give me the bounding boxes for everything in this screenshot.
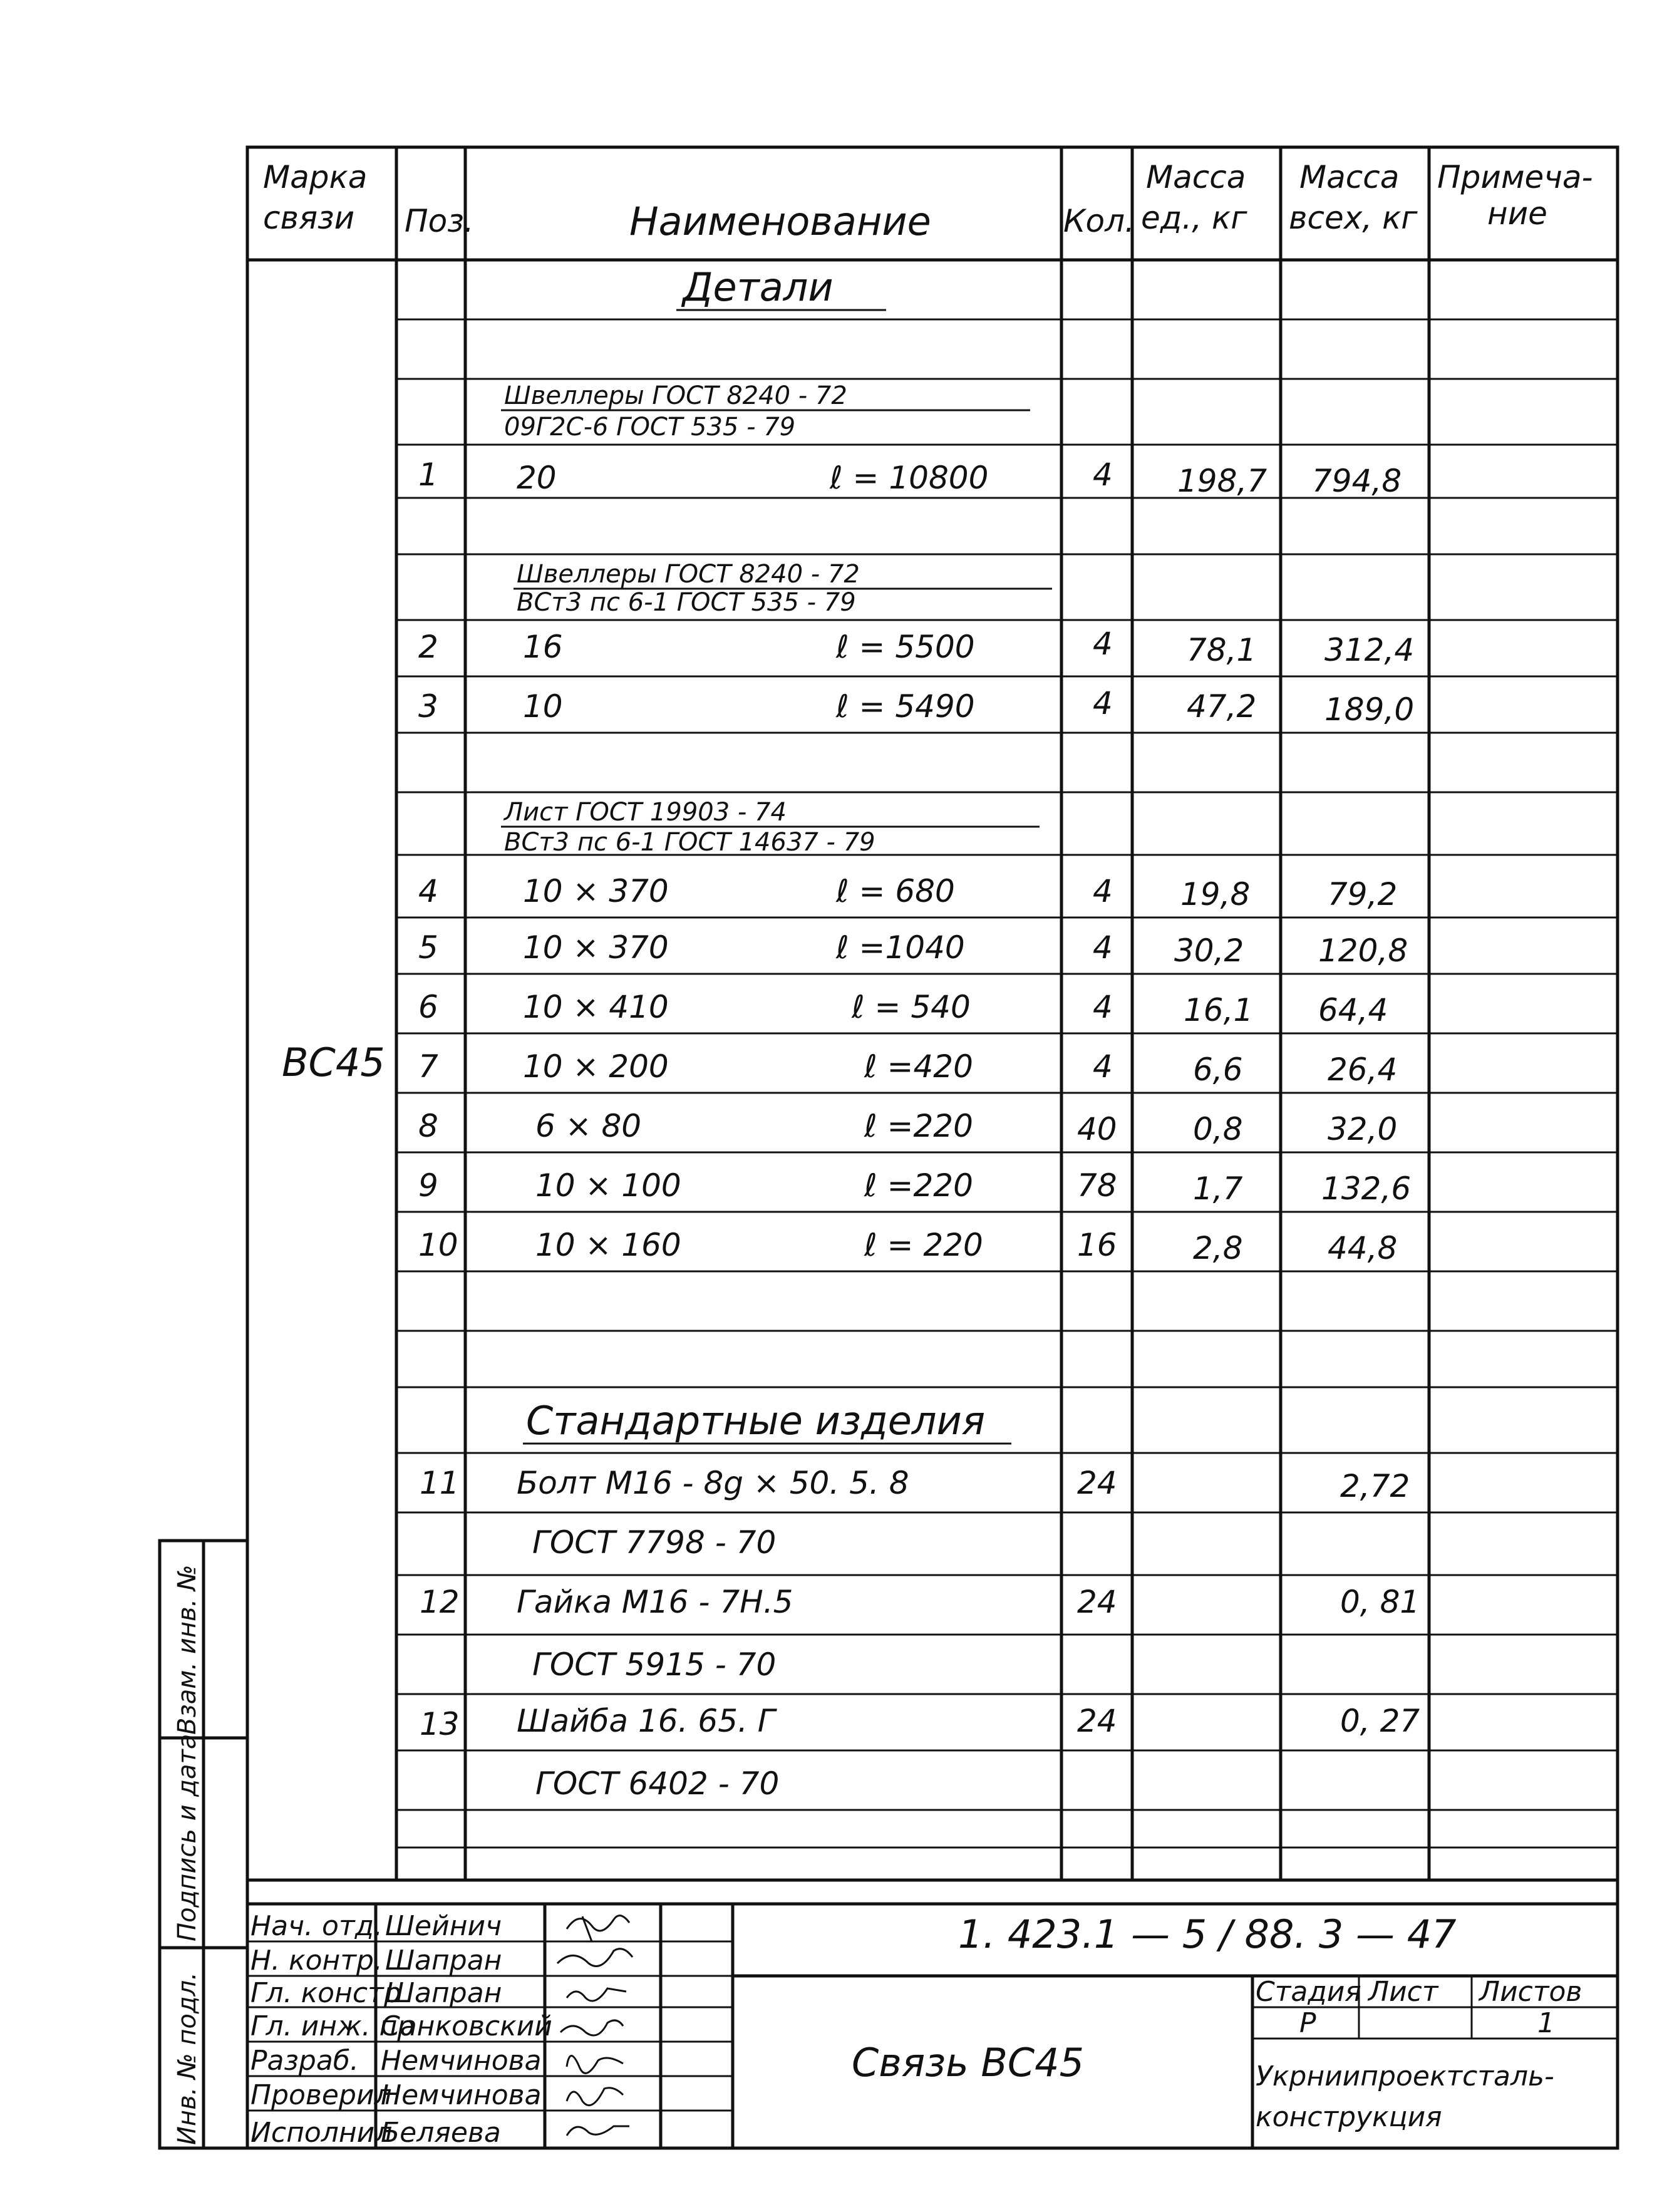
svg-text:ℓ = 10800: ℓ = 10800	[830, 460, 989, 496]
detail-row	[418, 685, 1414, 728]
header-marka-2: связи	[263, 200, 355, 236]
svg-text:0, 81: 0, 81	[1340, 1584, 1420, 1620]
svg-text:11: 11	[420, 1465, 460, 1501]
svg-text:24: 24	[1077, 1465, 1117, 1501]
svg-text:6 × 80: 6 × 80	[535, 1108, 642, 1144]
svg-text:Разраб.: Разраб.	[250, 2045, 359, 2077]
detail-row	[418, 873, 1397, 912]
svg-text:Проверил: Проверил	[250, 2079, 392, 2111]
side-vzam: Взам. инв. №	[173, 1564, 202, 1735]
section-details-title: Детали	[683, 264, 834, 310]
svg-text:24: 24	[1077, 1584, 1117, 1620]
svg-text:40: 40	[1077, 1111, 1117, 1147]
svg-text:2,8: 2,8	[1193, 1230, 1243, 1266]
table-header	[263, 159, 1593, 244]
svg-text:13: 13	[420, 1706, 460, 1742]
detail-row	[418, 1108, 1397, 1147]
svg-text:189,0: 189,0	[1324, 691, 1415, 728]
svg-text:Болт М16 - 8g × 50. 5. 8: Болт М16 - 8g × 50. 5. 8	[517, 1465, 909, 1501]
svg-text:1,7: 1,7	[1193, 1171, 1243, 1207]
svg-text:ℓ = 220: ℓ = 220	[864, 1227, 983, 1263]
svg-text:9: 9	[418, 1167, 438, 1204]
detail-row	[418, 457, 1401, 499]
header-mass-unit-1: Масса	[1146, 159, 1246, 195]
svg-text:47,2: 47,2	[1187, 688, 1257, 725]
svg-text:78,1: 78,1	[1187, 632, 1257, 668]
svg-text:Швеллеры ГОСТ 8240 - 72: Швеллеры ГОСТ 8240 - 72	[504, 381, 847, 410]
organization-line-1: Укрниипроектсталь-	[1256, 2060, 1554, 2092]
svg-text:120,8: 120,8	[1318, 933, 1408, 969]
svg-text:198,7: 198,7	[1177, 463, 1267, 499]
svg-text:ВСт3 пс 6-1 ГОСТ 14637 - 7: ВСт3 пс 6-1 ГОСТ 14637 - 79	[504, 828, 875, 857]
standard-row	[420, 1584, 1420, 1683]
svg-text:ℓ =220: ℓ =220	[864, 1108, 973, 1144]
standard-row	[420, 1703, 1420, 1802]
organization-line-2: конструкция	[1256, 2101, 1442, 2133]
svg-text:Гл. констр: Гл. констр	[250, 1977, 401, 2009]
svg-text:26,4: 26,4	[1328, 1052, 1398, 1088]
svg-text:78: 78	[1077, 1167, 1117, 1204]
svg-text:0, 27: 0, 27	[1340, 1703, 1420, 1739]
svg-text:4: 4	[1093, 929, 1113, 966]
side-sign-date: Подпись и дата	[173, 1734, 202, 1941]
detail-row	[418, 929, 1408, 969]
svg-text:10 × 100: 10 × 100	[535, 1167, 681, 1204]
svg-text:ℓ =220: ℓ =220	[864, 1167, 973, 1204]
svg-text:16: 16	[1077, 1227, 1117, 1263]
svg-text:4: 4	[1093, 989, 1113, 1025]
svg-text:4: 4	[418, 873, 438, 909]
document-code: 1. 423.1 — 5 / 88. 3 — 47	[958, 1911, 1457, 1957]
svg-text:4: 4	[1093, 626, 1113, 662]
svg-text:10 × 370: 10 × 370	[523, 873, 669, 909]
svg-text:30,2: 30,2	[1174, 933, 1244, 969]
header-note-2: ние	[1487, 195, 1547, 232]
svg-text:44,8: 44,8	[1328, 1230, 1398, 1266]
detail-row	[418, 626, 1414, 668]
svg-text:10 × 160: 10 × 160	[535, 1227, 681, 1263]
svg-text:6: 6	[418, 989, 438, 1025]
svg-text:10: 10	[418, 1227, 458, 1263]
svg-text:Немчинова: Немчинова	[381, 2045, 542, 2077]
svg-text:10 × 370: 10 × 370	[523, 929, 669, 966]
svg-text:312,4: 312,4	[1324, 632, 1415, 668]
svg-text:Немчинова: Немчинова	[381, 2079, 542, 2111]
svg-text:24: 24	[1077, 1703, 1117, 1739]
stage-label: Стадия	[1256, 1976, 1361, 2008]
header-kol: Кол.	[1063, 203, 1135, 239]
svg-text:16,1: 16,1	[1184, 992, 1254, 1028]
svg-text:4: 4	[1093, 457, 1113, 493]
svg-text:Беляева: Беляева	[381, 2117, 501, 2149]
header-poz: Поз.	[405, 203, 474, 239]
svg-text:ℓ = 540: ℓ = 540	[852, 989, 971, 1025]
svg-text:Гайка М16 - 7Н.5: Гайка М16 - 7Н.5	[517, 1584, 793, 1620]
svg-text:ℓ =1040: ℓ =1040	[836, 929, 965, 966]
header-note-1: Примеча-	[1437, 159, 1593, 195]
side-stamp	[160, 1541, 247, 2148]
header-mass-all-2: всех, кг	[1289, 200, 1418, 236]
svg-text:4: 4	[1093, 685, 1113, 721]
svg-text:ВСт3 пс 6-1 ГОСТ 535 - 79: ВСт3 пс 6-1 ГОСТ 535 - 79	[517, 588, 856, 617]
svg-text:10: 10	[523, 688, 563, 725]
svg-text:2: 2	[418, 629, 438, 665]
svg-text:4: 4	[1093, 1048, 1113, 1085]
svg-text:Н. контр.: Н. контр.	[250, 1945, 383, 1977]
svg-text:7: 7	[418, 1048, 438, 1085]
svg-text:Лист ГОСТ 19903 - 74: Лист ГОСТ 19903 - 74	[504, 798, 787, 827]
svg-text:10 × 200: 10 × 200	[523, 1048, 669, 1085]
svg-text:32,0: 32,0	[1328, 1111, 1398, 1147]
svg-text:10 × 410: 10 × 410	[523, 989, 669, 1025]
sheets-value: 1	[1537, 2007, 1555, 2039]
svg-text:ℓ = 5490: ℓ = 5490	[836, 688, 975, 725]
svg-text:19,8: 19,8	[1180, 876, 1251, 912]
svg-text:132,6: 132,6	[1321, 1171, 1412, 1207]
group-header-1	[501, 381, 1030, 442]
svg-text:20: 20	[517, 460, 557, 496]
svg-text:2,72: 2,72	[1340, 1468, 1410, 1504]
header-name: Наименование	[629, 199, 931, 244]
svg-text:1: 1	[418, 457, 438, 493]
svg-text:Санковский: Санковский	[381, 2010, 552, 2042]
header-mass-all-1: Масса	[1299, 159, 1400, 195]
side-inv-podl: Инв. № подл.	[173, 1972, 202, 2145]
svg-text:ℓ = 5500: ℓ = 5500	[836, 629, 975, 665]
section-standard-title: Стандартные изделия	[526, 1398, 986, 1444]
svg-text:Нач. отд.: Нач. отд.	[250, 1910, 383, 1942]
svg-text:5: 5	[418, 929, 438, 966]
svg-text:64,4: 64,4	[1318, 992, 1388, 1028]
svg-text:Шапран: Шапран	[385, 1977, 502, 2009]
header-mass-unit-2: ед., кг	[1141, 200, 1247, 236]
svg-text:ℓ = 680: ℓ = 680	[836, 873, 955, 909]
svg-text:ГОСТ 7798 - 70: ГОСТ 7798 - 70	[532, 1524, 777, 1561]
svg-text:3: 3	[418, 688, 438, 725]
svg-text:09Г2С-6 ГОСТ 535 - 79: 09Г2С-6 ГОСТ 535 - 79	[504, 413, 796, 442]
svg-text:Шейнич: Шейнич	[385, 1910, 502, 1942]
svg-text:Шайба 16. 65. Г: Шайба 16. 65. Г	[517, 1703, 775, 1739]
svg-text:12: 12	[420, 1584, 460, 1620]
svg-text:0,8: 0,8	[1193, 1111, 1243, 1147]
sheets-label: Листов	[1479, 1976, 1582, 2008]
mark-label: ВС45	[282, 1040, 385, 1085]
svg-text:Швеллеры ГОСТ 8240 - 72: Швеллеры ГОСТ 8240 - 72	[517, 560, 860, 589]
svg-text:794,8: 794,8	[1312, 463, 1402, 499]
svg-text:Исполнил: Исполнил	[250, 2117, 393, 2149]
svg-text:16: 16	[523, 629, 563, 665]
stage-value: Р	[1299, 2007, 1316, 2039]
svg-text:79,2: 79,2	[1328, 876, 1398, 912]
detail-row	[418, 1048, 1397, 1088]
group-header-3	[501, 798, 1040, 857]
svg-text:Гл. инж. пр: Гл. инж. пр	[250, 2010, 415, 2042]
detail-row	[418, 1167, 1411, 1207]
svg-text:6,6: 6,6	[1193, 1052, 1243, 1088]
detail-row	[418, 989, 1388, 1028]
group-header-2	[514, 560, 1052, 617]
svg-text:4: 4	[1093, 873, 1113, 909]
handwritten-signatures	[557, 1916, 632, 2136]
svg-text:ГОСТ 5915 - 70: ГОСТ 5915 - 70	[532, 1646, 777, 1683]
svg-text:8: 8	[418, 1108, 438, 1144]
sheet-label: Лист	[1368, 1976, 1438, 2008]
detail-row	[418, 1227, 1397, 1266]
svg-text:ℓ =420: ℓ =420	[864, 1048, 973, 1085]
header-marka-1: Марка	[263, 159, 368, 195]
svg-text:Шапран: Шапран	[385, 1945, 502, 1977]
document-title: Связь ВС45	[852, 2040, 1085, 2085]
svg-text:ГОСТ 6402 - 70: ГОСТ 6402 - 70	[535, 1765, 780, 1802]
signatures-table	[250, 1910, 552, 2149]
